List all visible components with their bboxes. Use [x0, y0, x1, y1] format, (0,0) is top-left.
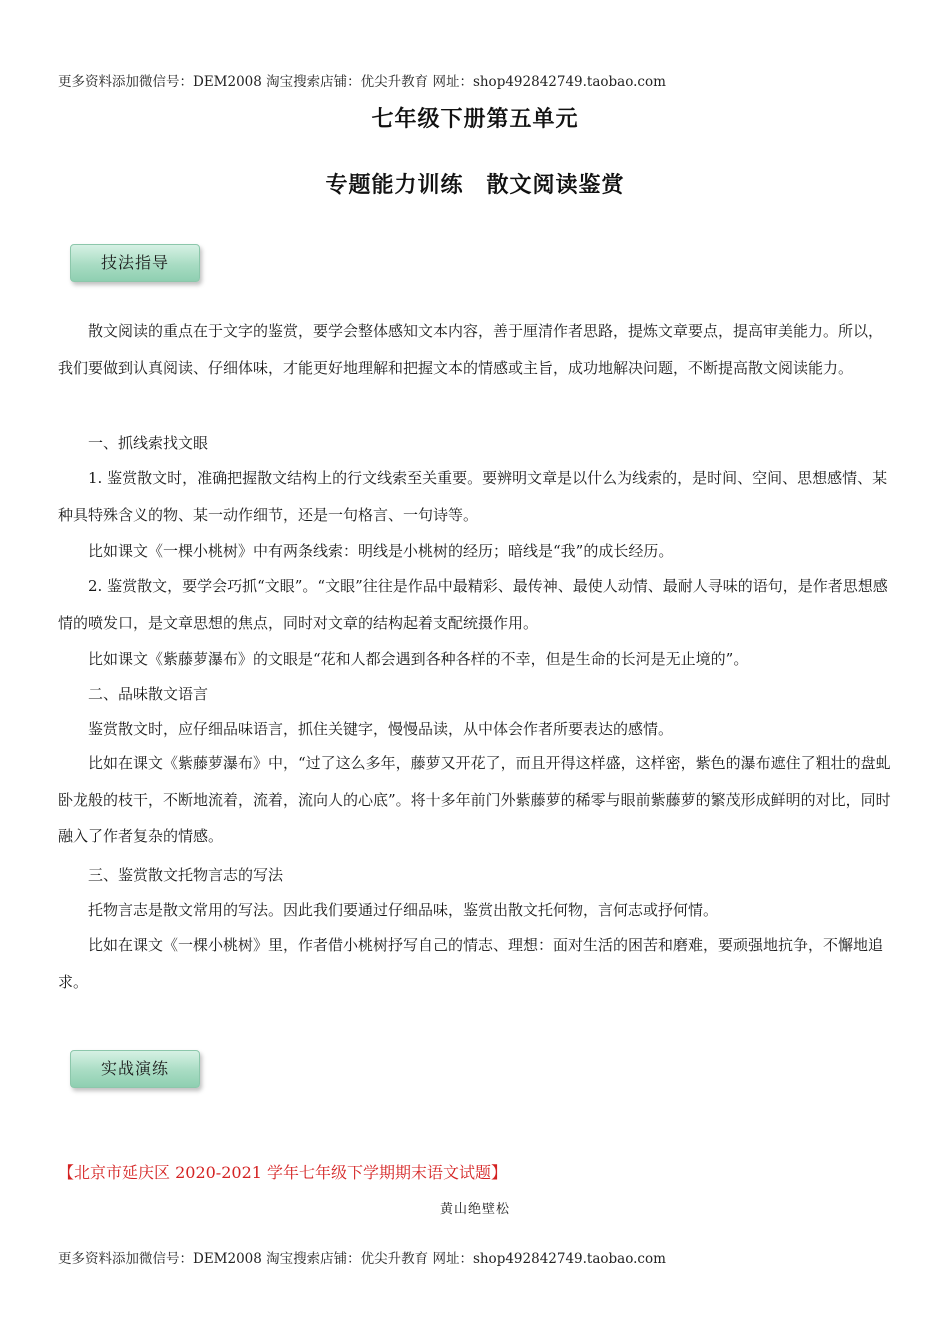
- guide-section-button[interactable]: 技法指导: [70, 244, 200, 282]
- paragraph-symbolism: 托物言志是散文常用的写法。因此我们要通过仔细品味，鉴赏出散文托何物，言何志或抒何情。: [88, 901, 719, 919]
- page-subtitle: 专题能力训练 散文阅读鉴赏: [325, 172, 625, 198]
- paragraph-clue-1: 1. 鉴赏散文时，准确把握散文结构上的行文线索至关重要。要辨明文章是以什么为线索的，是时间、空间、思想感情、某种具特殊含义的物、某一动作细节，还是一句格言、一句诗等。: [58, 469, 888, 524]
- exam-source: 【北京市延庆区 2020-2021 学年七年级下学期期末语文试题】: [58, 1163, 508, 1182]
- page-title: 七年级下册第五单元: [371, 106, 579, 132]
- paragraph-symbolism-example: 比如在课文《一棵小桃树》里，作者借小桃树抒写自己的情志、理想：面对生活的困苦和磨难，要顽强地抗争，不懈地追求。: [58, 936, 884, 991]
- paragraph-wenyan-example: 比如课文《紫藤萝瀑布》的文眼是“花和人都会遇到各种各样的不幸，但是生命的长河是无止境的”。: [88, 650, 749, 668]
- heading-symbolism: 三、鉴赏散文托物言志的写法: [88, 866, 284, 884]
- intro-paragraph: 散文阅读的重点在于文字的鉴赏，要学会整体感知文本内容，善于厘清作者思路，提炼文章要点，提高审美能力。所以，我们要做到认真阅读、仔细体味，才能更好地理解和把握文本的情感或主旨，成功地解决问题，不断提高散文阅读能力。: [58, 322, 884, 377]
- heading-language: 二、品味散文语言: [88, 685, 209, 703]
- header-note: 更多资料添加微信号：DEM2008 淘宝搜索店铺：优尖升教育 网址：shop492842749.taobao.com: [58, 74, 666, 90]
- reading-title: 黄山绝壁松: [439, 1202, 510, 1217]
- paragraph-clue-example: 比如课文《一棵小桃树》中有两条线索：明线是小桃树的经历；暗线是“我”的成长经历。: [88, 542, 674, 560]
- paragraph-language-example: 比如在课文《紫藤萝瀑布》中，“过了这么多年，藤萝又开花了，而且开得这样盛，这样密，紫色的瀑布遮住了粗壮的盘虬卧龙般的枝干，不断地流着，流着，流向人的心底”。将十多年前门外紫藤萝的稀零与眼前紫藤萝的繁茂形成鲜明的对比，同时融入了作者复杂的情感。: [58, 754, 891, 845]
- practice-section-button[interactable]: 实战演练: [70, 1050, 200, 1088]
- paragraph-wenyan: 2. 鉴赏散文，要学会巧抓“文眼”。“文眼”往往是作品中最精彩、最传神、最使人动情、最耐人寻味的语句，是作者思想感情的喷发口，是文章思想的焦点，同时对文章的结构起着支配统摄作用。: [58, 577, 888, 632]
- heading-clue: 一、抓线索找文眼: [88, 434, 209, 452]
- paragraph-language: 鉴赏散文时，应仔细品味语言，抓住关键字，慢慢品读，从中体会作者所要表达的感情。: [88, 720, 674, 738]
- footer-note: 更多资料添加微信号：DEM2008 淘宝搜索店铺：优尖升教育 网址：shop492842749.taobao.com: [58, 1251, 666, 1267]
